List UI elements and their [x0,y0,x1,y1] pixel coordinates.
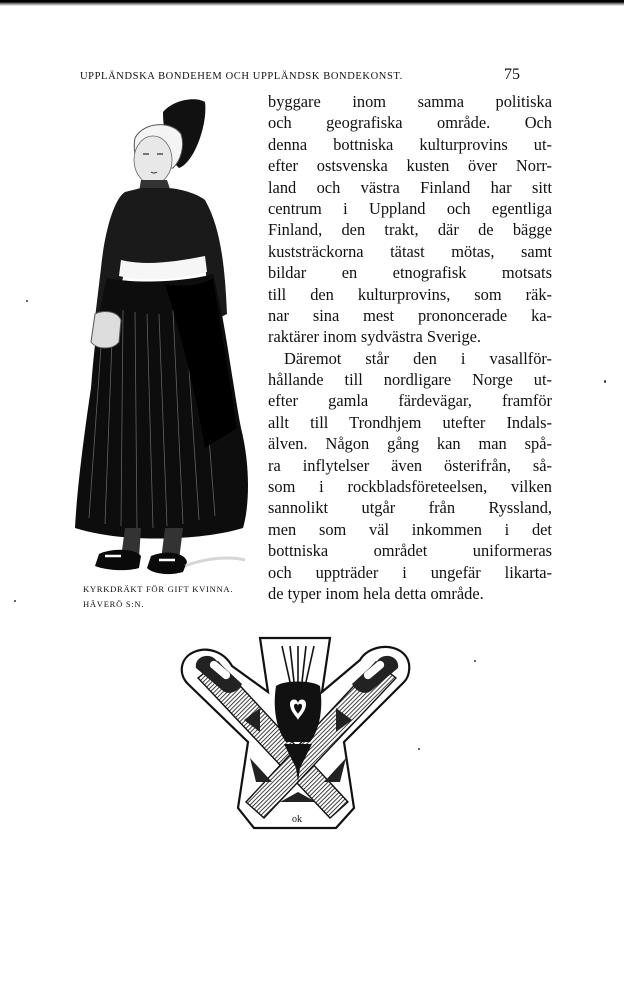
scan-speck [418,748,420,750]
page-number: 75 [504,66,520,83]
running-head-title: UPPLÄNDSKA BONDEHEM OCH UPPLÄNDSK BONDEKONST. [80,71,403,82]
text-line: bottniska området uniformeras [268,541,552,561]
text-line: nar sina mest prononcerade ka- [268,305,552,325]
text-line: Däremot står den i vasallför- [284,348,552,368]
text-line: som i rockbladsföreteelsen, vilken [268,477,552,497]
text-line: bildar en etnografisk motsats [268,263,552,283]
text-line: älven. Någon gång kan man spå- [268,434,552,454]
text-line: Finland, den trakt, där de bägge [268,220,552,240]
text-line: centrum i Uppland och egentliga [268,198,552,218]
text-line: och uppträder i ungefär likarta- [268,562,552,582]
text-line: byggare inom samma politiska [268,92,552,111]
text-line: allt till Trondhjem utefter Indals- [268,412,552,432]
text-line: ra inflytelser även österifrån, så- [268,455,552,475]
text-line: land och västra Finland har sitt [268,177,552,197]
text-line: efter gamla färdevägar, framför [268,391,552,411]
caption-line-2: HÄVERÖ S:N. [83,599,145,609]
decorative-ornament [172,632,462,837]
text-line: kuststräckorna tätast mötas, samt [268,241,552,261]
page-top-edge [0,0,624,6]
text-line: raktärer inom sydvästra Sverige. [268,327,482,347]
scan-speck [474,660,476,662]
costume-illustration [55,88,255,576]
text-line: men som väl inkommen i det [268,519,552,539]
running-head [80,68,520,88]
text-line: sannolikt utgår från Ryssland, [268,498,552,518]
svg-text:ok: ok [292,814,302,825]
text-line: och geografiska område. Och [268,113,552,133]
caption-line-1: KYRKDRÄKT FÖR GIFT KVINNA. [83,584,234,594]
text-line: de typer inom hela detta område. [268,583,484,603]
scan-speck [26,300,28,302]
text-line: denna bottniska kulturprovins ut- [268,134,552,154]
body-text [268,91,552,604]
text-line: hållande till nordligare Norge ut- [268,370,552,390]
scan-speck [14,600,16,602]
text-line: till den kulturprovins, som räk- [268,284,552,304]
figure-caption [83,582,263,612]
woman-figure-icon [55,88,255,576]
crossed-emblem-icon [172,632,462,837]
text-line: efter ostsvenska kusten över Norr- [268,156,552,176]
scan-speck [604,380,606,383]
